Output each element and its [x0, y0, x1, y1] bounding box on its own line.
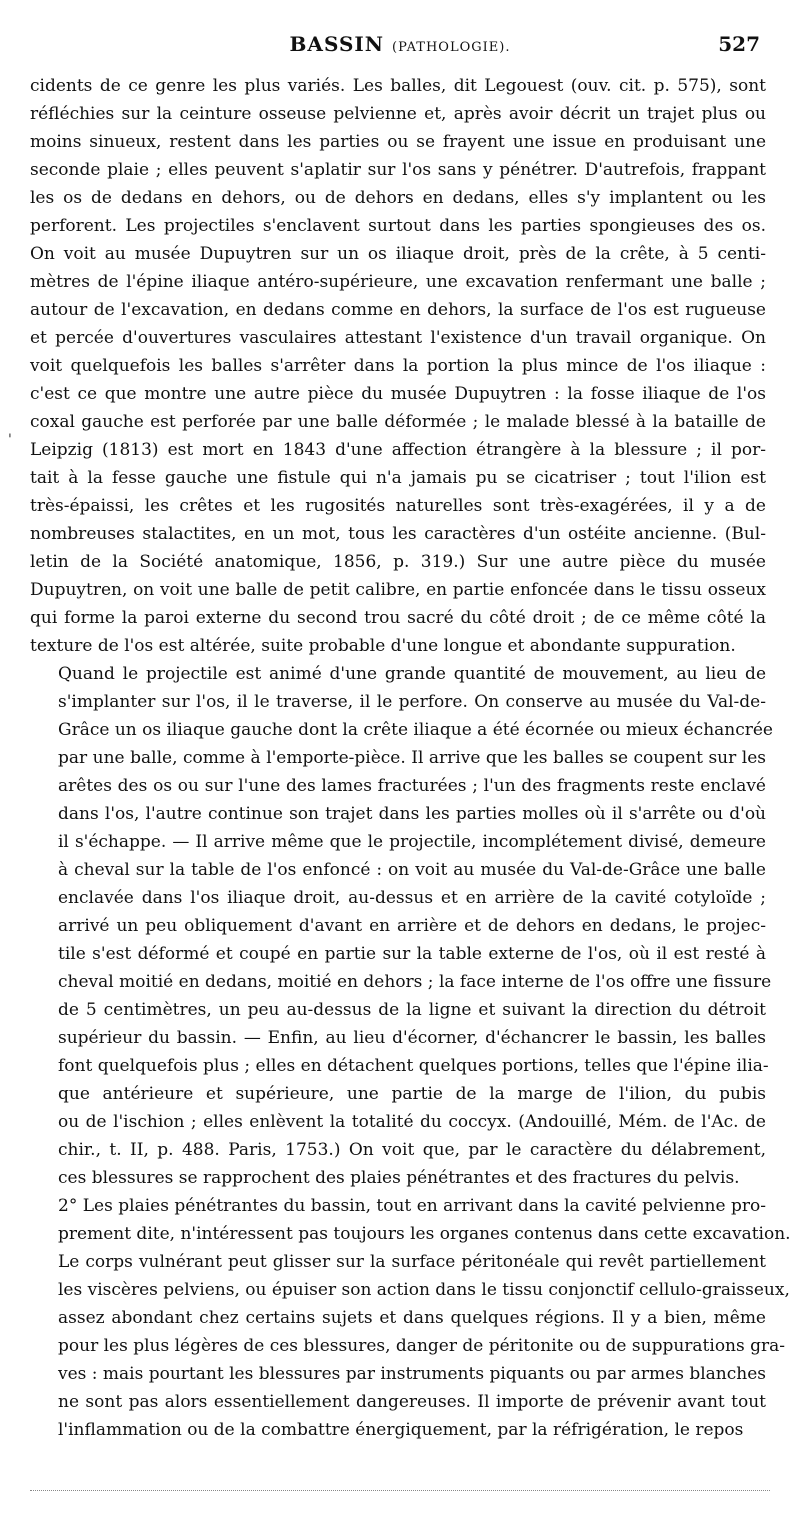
text-line: enclavée dans l'os iliaque droit, au-dessus et en arrière de la cavité cotyloïde ; — [58, 888, 766, 908]
text-line: pour les plus légères de ces blessures, danger de péritonite ou de suppurations gra- — [58, 1336, 786, 1356]
text-line: coxal gauche est perforée par une balle déformée ; le malade blessé à la bataille de — [30, 412, 766, 432]
running-head-subtitle: (PATHOLOGIE). — [392, 40, 511, 55]
text-line: letin de la Société anatomique, 1856, p. 319.) Sur une autre pièce du musée — [30, 552, 766, 572]
text-line: l'inflammation ou de la combattre énergiquement, par la réfrigération, le repos — [58, 1420, 744, 1440]
paragraph-1 — [30, 72, 766, 660]
text-line: les viscères pelviens, ou épuiser son action dans le tissu conjonctif cellulo-graisseux, — [58, 1280, 790, 1300]
text-line: que antérieure et supérieure, une partie de la marge de l'ilion, du pubis — [58, 1084, 766, 1104]
running-head — [30, 32, 770, 56]
text-line: ne sont pas alors essentiellement dangereuses. Il importe de prévenir avant tout — [58, 1392, 766, 1412]
text-line: assez abondant chez certains sujets et dans quelques régions. Il y a bien, même — [58, 1308, 766, 1328]
text-line: très-épaissi, les crêtes et les rugosités naturelles sont très-exagérées, il y a de — [30, 496, 766, 516]
text-line: ves : mais pourtant les blessures par instruments piquants ou par armes blanches — [58, 1364, 767, 1384]
text-line: Leipzig (1813) est mort en 1843 d'une affection étrangère à la blessure ; il por- — [30, 440, 766, 460]
text-line: autour de l'excavation, en dedans comme en dehors, la surface de l'os est rugueuse — [30, 300, 766, 320]
text-line: chir., t. II, p. 488. Paris, 1753.) On voit que, par le caractère du délabrement, — [58, 1140, 766, 1160]
text-line: tait à la fesse gauche une fistule qui n'a jamais pu se cicatriser ; tout l'ilion est — [30, 468, 766, 488]
body-text — [30, 72, 791, 1444]
text-line: Le corps vulnérant peut glisser sur la surface péritonéale qui revêt partiellement — [58, 1252, 766, 1272]
margin-mark: ' — [8, 432, 12, 448]
text-line: voit quelquefois les balles s'arrêter dans la portion la plus mince de l'os iliaque : — [30, 356, 766, 376]
text-line: font quelquefois plus ; elles en détachent quelques portions, telles que l'épine ilia- — [58, 1056, 769, 1076]
text-line: 2° Les plaies pénétrantes du bassin, tout en arrivant dans la cavité pelvienne pro- — [58, 1196, 766, 1216]
page-number: 527 — [718, 32, 760, 56]
text-line: c'est ce que montre une autre pièce du musée Dupuytren : la fosse iliaque de l'os — [30, 384, 766, 404]
text-line: arêtes des os ou sur l'une des lames fracturées ; l'un des fragments reste enclavé — [58, 776, 766, 796]
text-line: qui forme la paroi externe du second trou sacré du côté droit ; de ce même côté la — [30, 608, 766, 628]
text-line: il s'échappe. — Il arrive même que le projectile, incomplétement divisé, demeure — [58, 832, 766, 852]
text-line: arrivé un peu obliquement d'avant en arrière et de dehors en dedans, le projec- — [58, 916, 766, 936]
text-line: Quand le projectile est animé d'une grande quantité de mouvement, au lieu de — [58, 664, 766, 684]
text-line: réfléchies sur la ceinture osseuse pelvienne et, après avoir décrit un trajet plus ou — [30, 104, 766, 124]
text-line: à cheval sur la table de l'os enfoncé : on voit au musée du Val-de-Grâce une balle — [58, 860, 766, 880]
text-line: On voit au musée Dupuytren sur un os iliaque droit, près de la crête, à 5 centi- — [30, 244, 766, 264]
text-line: cidents de ce genre les plus variés. Les balles, dit Legouest (ouv. cit. p. 575), sont — [30, 76, 766, 96]
text-line: dans l'os, l'autre continue son trajet dans les parties molles où il s'arrête ou d'où — [58, 804, 766, 824]
text-line: supérieur du bassin. — Enfin, au lieu d'écorner, d'échancrer le bassin, les balles — [58, 1028, 766, 1048]
text-line: cheval moitié en dedans, moitié en dehors ; la face interne de l'os offre une fissure — [58, 972, 772, 992]
text-line: tile s'est déformé et coupé en partie sur la table externe de l'os, où il est resté à — [58, 944, 766, 964]
text-line: Dupuytren, on voit une balle de petit calibre, en partie enfoncée dans le tissu osseux — [30, 580, 766, 600]
paragraph-3 — [30, 1192, 791, 1444]
text-line: de 5 centimètres, un peu au-dessus de la ligne et suivant la direction du détroit — [58, 1000, 766, 1020]
text-line: mètres de l'épine iliaque antéro-supérieure, une excavation renfermant une balle ; — [30, 272, 766, 292]
text-line: seconde plaie ; elles peuvent s'aplatir sur l'os sans y pénétrer. D'autrefois, frappant — [30, 160, 766, 180]
scan-artifact-line — [30, 1490, 770, 1491]
text-line: et percée d'ouvertures vasculaires attestant l'existence d'un travail organique. On — [30, 328, 766, 348]
text-line: texture de l'os est altérée, suite probable d'une longue et abondante suppuration. — [30, 636, 736, 656]
text-line: s'implanter sur l'os, il le traverse, il le perfore. On conserve au musée du Val-de- — [58, 692, 766, 712]
paragraph-2 — [30, 660, 773, 1192]
text-line: prement dite, n'intéressent pas toujours les organes contenus dans cette excavation. — [58, 1224, 791, 1244]
text-line: ces blessures se rapprochent des plaies pénétrantes et des fractures du pelvis. — [58, 1168, 740, 1188]
page-header — [30, 32, 770, 62]
text-line: perforent. Les projectiles s'enclavent surtout dans les parties spongieuses des os. — [30, 216, 766, 236]
text-line: par une balle, comme à l'emporte-pièce. Il arrive que les balles se coupent sur les — [58, 748, 766, 768]
text-line: moins sinueux, restent dans les parties ou se frayent une issue en produisant une — [30, 132, 766, 152]
running-head-title: BASSIN — [289, 32, 385, 56]
text-line: Grâce un os iliaque gauche dont la crête iliaque a été écornée ou mieux échancrée — [58, 720, 773, 740]
text-line: ou de l'ischion ; elles enlèvent la totalité du coccyx. (Andouillé, Mém. de l'Ac. de — [58, 1112, 766, 1132]
text-line: nombreuses stalactites, en un mot, tous les caractères d'un ostéite ancienne. (Bul- — [30, 524, 766, 544]
text-line: les os de dedans en dehors, ou de dehors en dedans, elles s'y implantent ou les — [30, 188, 766, 208]
